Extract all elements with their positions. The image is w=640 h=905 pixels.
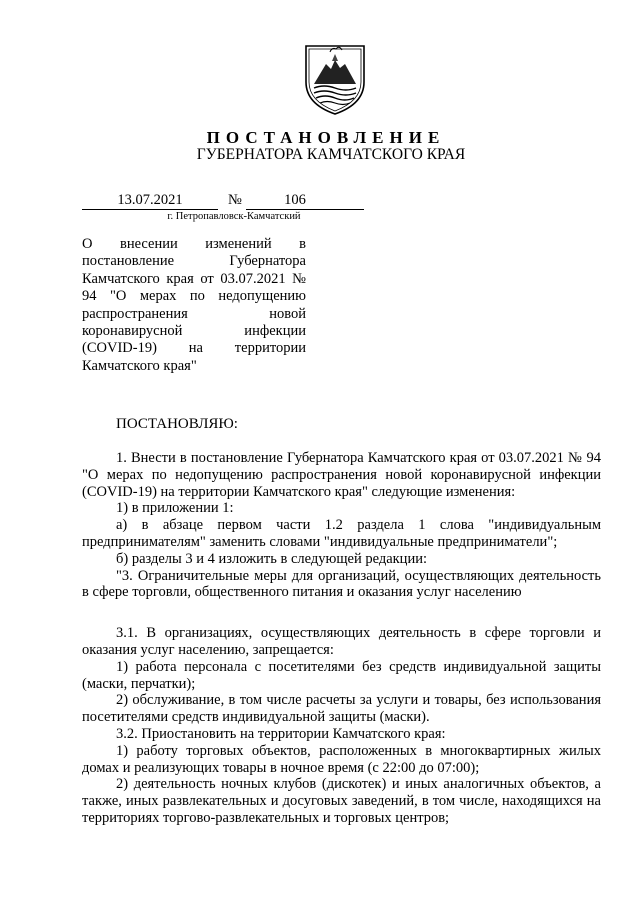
paragraph: 1) работа персонала с посетителями без средств индивидуальной защиты (маски, перчатки); [82,658,601,692]
paragraph: 2) обслуживание, в том числе расчеты за услуги и товары, без использования посетителями средств индивидуальной защиты (маски). [82,692,601,726]
paragraph: 3.2. Приостановить на территории Камчатского края: [116,725,446,742]
document-city: г. Петропавловск-Камчатский [167,211,301,222]
decree-heading: ПОСТАНОВЛЯЮ: [116,416,238,432]
paragraph: 3.1. В организациях, осуществляющих деятельность в сфере торговли и оказания услуг населению, запрещается: [82,625,601,658]
document-number: 106 [246,192,364,210]
paragraph: 2) деятельность ночных клубов (дискотек) и иных аналогичных объектов, а также, иных развлекательных и досуговых заведений, в том числе, находящихся на территориях торгово-развлекательных и торговых центров; [82,776,601,826]
document-subtitle: ГУБЕРНАТОРА КАМЧАТСКОГО КРАЯ [196,146,466,163]
paragraph: 1) в приложении 1: [116,500,234,517]
paragraph: б) разделы 3 и 4 изложить в следующей редакции: [116,550,427,567]
document-title: ПОСТАНОВЛЕНИЕ [206,128,446,147]
paragraph: 1) работу торговых объектов, расположенных в многоквартирных жилых домах и реализующих товары в ночное время (с 22:00 до 07:00); [82,742,601,776]
document-date: 13.07.2021 [82,192,218,210]
paragraph: 1. Внести в постановление Губернатора Камчатского края от 03.07.2021 № 94 "О мерах по недопущению распространения новой коронавирусной инфекции (COVID-19) на территории Камчатского края" следующие изменения: [82,450,601,500]
paragraph: а) в абзаце первом части 1.2 раздела 1 слова "индивидуальным предпринимателям" заменить словами "индивидуальные предприниматели"; [82,517,601,550]
number-sign: № [228,192,242,208]
document-subject: О внесении изменений в постановление Губернатора Камчатского края от 03.07.2021 № 94 "О мерах по недопущению распространения новой коронавирусной инфекции (COVID-19) на территории Камчатского края" [82,236,306,374]
document-body [82,450,601,827]
paragraph: "3. Ограничительные меры для организаций, осуществляющих деятельность в сфере торговли, общественного питания и оказания услуг населению [82,567,601,601]
coat-of-arms-emblem [302,42,368,116]
paragraph-gap [82,601,601,625]
